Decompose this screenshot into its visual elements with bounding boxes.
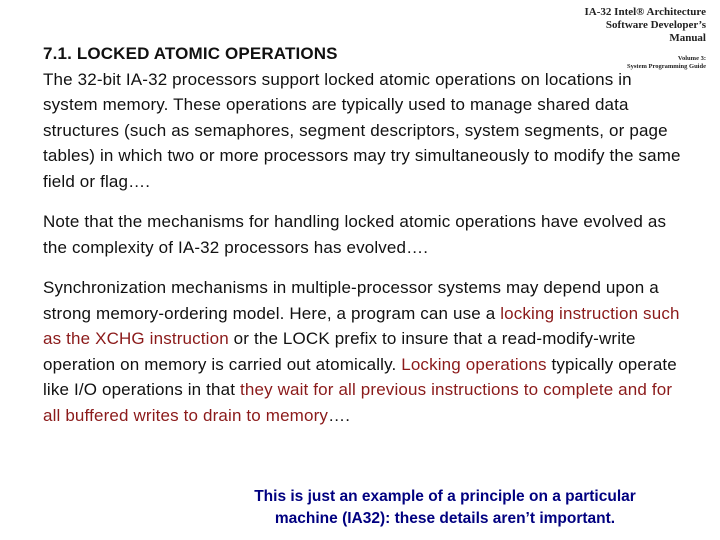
manual-guide: System Programming Guide bbox=[627, 62, 706, 70]
highlight-locking-instruction: locking instruction such as the XCHG instruction bbox=[43, 303, 680, 348]
footnote bbox=[220, 486, 670, 530]
slide-content bbox=[43, 41, 683, 428]
highlight-wait-for-instructions: they wait for all previous instructions to complete and for all buffered writes to drain to memory bbox=[43, 380, 673, 425]
section-title: 7.1. LOCKED ATOMIC OPERATIONS bbox=[43, 44, 338, 63]
manual-volume: Volume 3: bbox=[677, 55, 706, 62]
paragraph-3-text-3: typically operate like I/O operations in that bbox=[43, 354, 677, 399]
paragraph-2: Note that the mechanisms for handling locked atomic operations have evolved as the complexity of IA-32 processors has evolved…. bbox=[43, 212, 667, 257]
manual-title-line1: IA-32 Intel® Architecture bbox=[584, 6, 706, 18]
paragraph-3 bbox=[43, 275, 683, 428]
manual-title-line2: Software Developer’s bbox=[605, 19, 706, 31]
highlight-locking-operations: Locking operations bbox=[401, 354, 547, 374]
footnote-line-2: machine (IA32): these details aren’t important. bbox=[274, 510, 616, 527]
paragraph-3-text-1: Synchronization mechanisms in multiple-processor systems may depend upon a strong memory-ordering model. Here, a program can use a bbox=[43, 278, 659, 323]
paragraph-1: The 32-bit IA-32 processors support locked atomic operations on locations in system memory. These operations are typically used to manage shared data structures (such as semaphores, segment descriptors, system segments, or page tables) in which two or more processors may try simultaneously to modify the same field or flag…. bbox=[43, 69, 681, 191]
paragraph-3-text-4: …. bbox=[328, 405, 351, 425]
footnote-line-1: This is just an example of a principle on a particular bbox=[254, 488, 636, 505]
manual-title-line3: Manual bbox=[669, 32, 706, 44]
paragraph-3-text-2: or the LOCK prefix to insure that a read-modify-write operation on memory is carried out atomically. bbox=[43, 329, 636, 374]
